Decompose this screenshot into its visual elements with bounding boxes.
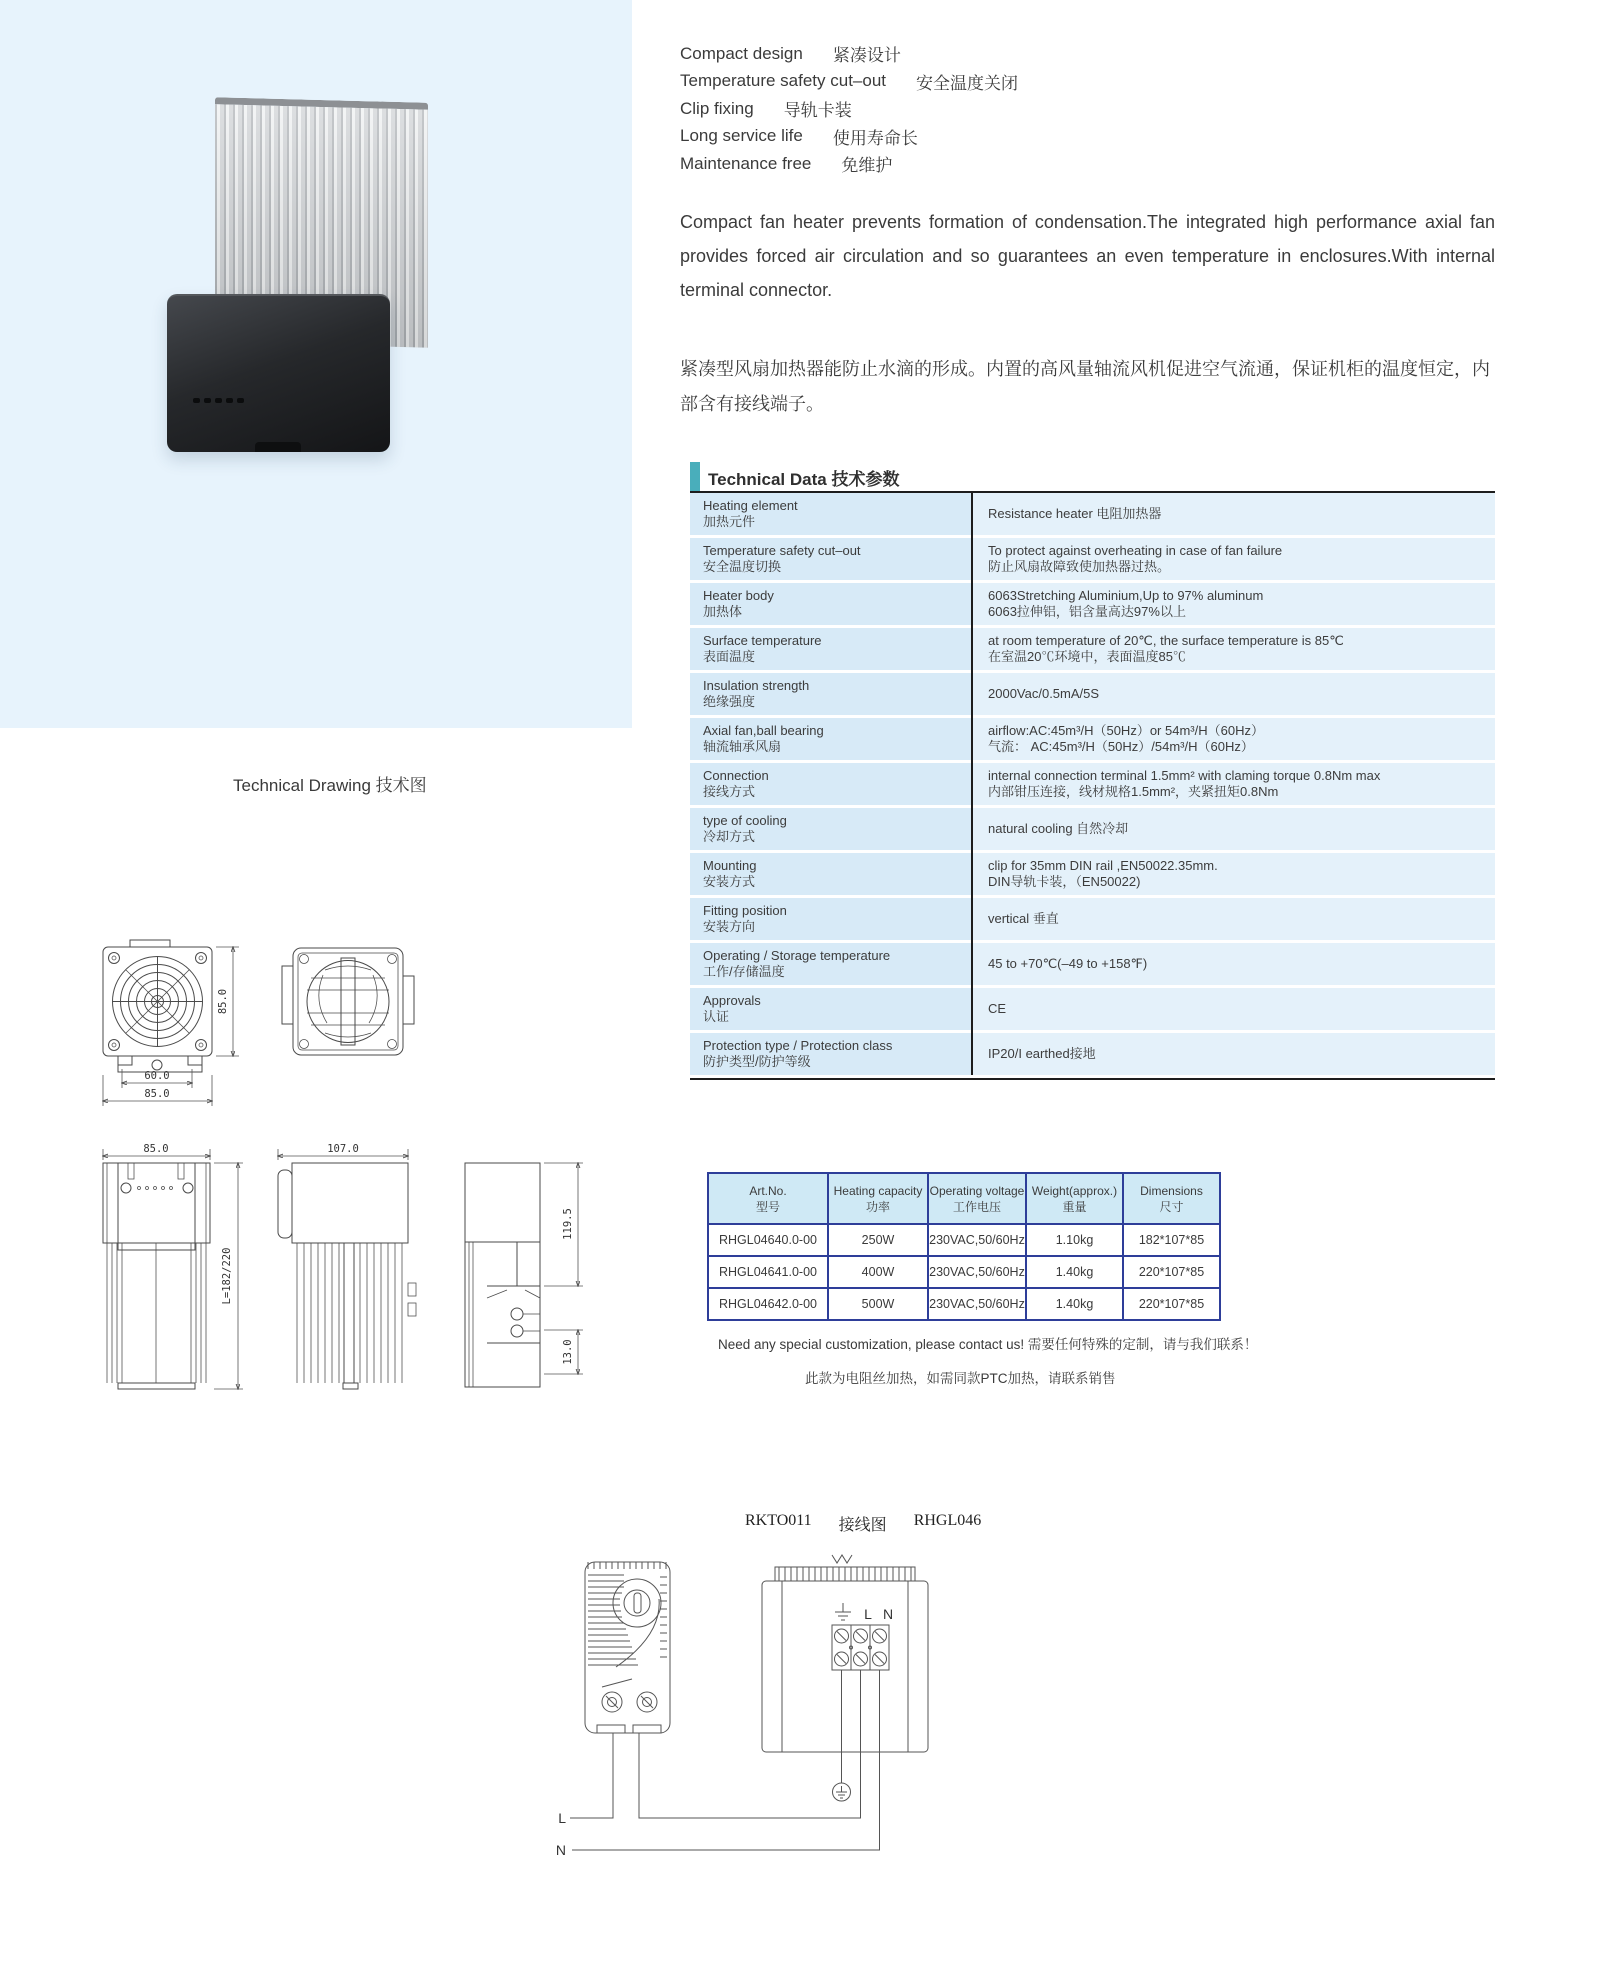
terminal-label-n: N [882, 1606, 894, 1622]
dimension-label: 85.0 [217, 988, 229, 1015]
elevation-front [103, 1163, 210, 1389]
thermostat-drawing [585, 1562, 670, 1733]
heater-model: RHGL046 [913, 1512, 982, 1529]
product-row: RHGL04640.0-00 250W 230VAC,50/60Hz 1.10kg 182*107*85 [709, 1225, 1219, 1257]
earth-terminal [833, 1670, 851, 1801]
tech-data-row: Heating element 加热元件 Resistance heater 电阻加热器 [690, 493, 1495, 535]
table-column-divider [971, 493, 973, 1075]
dimension-label: 60.0 [144, 1070, 170, 1082]
dimension-lines [103, 947, 239, 1106]
elevation-side [278, 1163, 416, 1389]
product-table-header: Art.No. 型号 Heating capacity 功率 Operating voltage 工作电压 Weight(approx.) 重量 Dimensions 尺寸 [709, 1174, 1219, 1225]
technical-data-table [690, 493, 1495, 1075]
product-table [707, 1172, 1221, 1321]
tech-data-row: Temperature safety cut–out 安全温度切换 To protect against overheating in case of fan failure 防止风扇故障致使加热器过热。 [690, 538, 1495, 580]
tech-data-row: Operating / Storage temperature 工作/存储温度 45 to +70℃(–49 to +158℉) [690, 943, 1495, 985]
tech-data-row: type of cooling 冷却方式 natural cooling 自然冷却 [690, 808, 1495, 850]
feature-item: Compact design 紧凑设计 [680, 43, 901, 66]
wire-label-l: L [558, 1810, 566, 1826]
dimension-label: 85.0 [144, 1088, 170, 1100]
tech-data-row: Fitting position 安装方向 vertical 垂直 [690, 898, 1495, 940]
wire-label-n: N [555, 1842, 566, 1858]
feature-list [680, 40, 1018, 178]
earth-ground-icon [835, 1603, 851, 1620]
wiring-diagram [430, 1495, 1010, 1895]
fan-views-drawing [55, 920, 555, 1125]
wiring-diagram-label: 接线图 [838, 1517, 887, 1534]
product-row: RHGL04642.0-00 500W 230VAC,50/60Hz 1.40kg 220*107*85 [709, 1289, 1219, 1319]
tech-data-row: Axial fan,ball bearing 轴流轴承风扇 airflow:AC:45m³/H（50Hz）or 54m³/H（60Hz） 气流： AC:45m³/H（50Hz）/54m³/H（60Hz） [690, 718, 1495, 760]
tech-data-row: Approvals 认证 CE [690, 988, 1495, 1030]
wires [556, 1670, 880, 1858]
table-bottom-border [690, 1078, 1495, 1080]
technical-drawing-caption: Technical Drawing 技术图 [233, 776, 427, 795]
tech-data-row: Heater body 加热体 6063Stretching Aluminium,Up to 97% aluminum 6063拉伸铝，铝含量高达97%以上 [690, 583, 1495, 625]
heater-housing [167, 294, 390, 452]
fan-back-view [282, 948, 414, 1055]
dimension-lines [103, 1143, 583, 1389]
tech-data-row: Insulation strength 绝缘强度 2000Vac/0.5mA/5S [690, 673, 1495, 715]
dimension-label: 107.0 [327, 1143, 359, 1155]
tech-data-row: Surface temperature 表面温度 at room temperature of 20℃, the surface temperature is 85℃ 在室温20℃环境中，表面温度85℃ [690, 628, 1495, 670]
customization-note: Need any special customization, please contact us! 需要任何特殊的定制，请与我们联系！ [718, 1337, 1258, 1352]
tech-data-row: Protection type / Protection class 防护类型/防护等级 IP20/I earthed接地 [690, 1033, 1495, 1075]
tech-data-row: Mounting 安装方式 clip for 35mm DIN rail ,EN50022.35mm. DIN导轨卡装，（EN50022) [690, 853, 1495, 895]
description-chinese: 紧凑型风扇加热器能防止水滴的形成。内置的高风量轴流风机促进空气流通，保证机柜的温度恒定，内部含有接线端子。 [680, 359, 1490, 414]
product-photo-panel [0, 0, 632, 728]
feature-item: Temperature safety cut–out 安全温度关闭 [680, 71, 1019, 93]
feature-item: Maintenance free 免维护 [680, 153, 893, 176]
thermostat-model: RKTO011 [745, 1512, 812, 1529]
heater-drawing [762, 1555, 928, 1801]
tech-data-row: Connection 接线方式 internal connection terminal 1.5mm² with claming torque 0.8Nm max 内部钳压连接，线材规格1.5mm²，夹紧扭矩0.8Nm [690, 763, 1495, 805]
terminal-label-l: L [864, 1606, 872, 1622]
elevation-clip-detail [465, 1163, 540, 1387]
feature-item: Clip fixing 导轨卡装 [680, 98, 852, 121]
technical-data-title: Technical Data 技术参数 [708, 470, 900, 489]
dimension-label: L=182/220 [221, 1247, 233, 1305]
description-english: Compact fan heater prevents formation of condensation.The integrated high performance axial fan provides forced air circulation and so guarantees an even temperature in enclosures.With internal terminal connector. [680, 212, 1495, 300]
fan-front-view [103, 940, 212, 1072]
terminal-block [832, 1625, 889, 1670]
dimension-label: 119.5 [562, 1208, 574, 1240]
housing-vents [193, 398, 244, 403]
section-accent-bar [690, 462, 700, 492]
feature-item: Long service life 使用寿命长 [680, 126, 918, 148]
dimension-label: 13.0 [562, 1339, 574, 1365]
product-row: RHGL04641.0-00 400W 230VAC,50/60Hz 1.40kg 220*107*85 [709, 1257, 1219, 1289]
ptc-note: 此款为电阻丝加热，如需同款PTC加热，请联系销售 [805, 1371, 1116, 1386]
dimension-label: 85.0 [143, 1143, 169, 1155]
elevation-views-drawing [55, 1118, 600, 1440]
